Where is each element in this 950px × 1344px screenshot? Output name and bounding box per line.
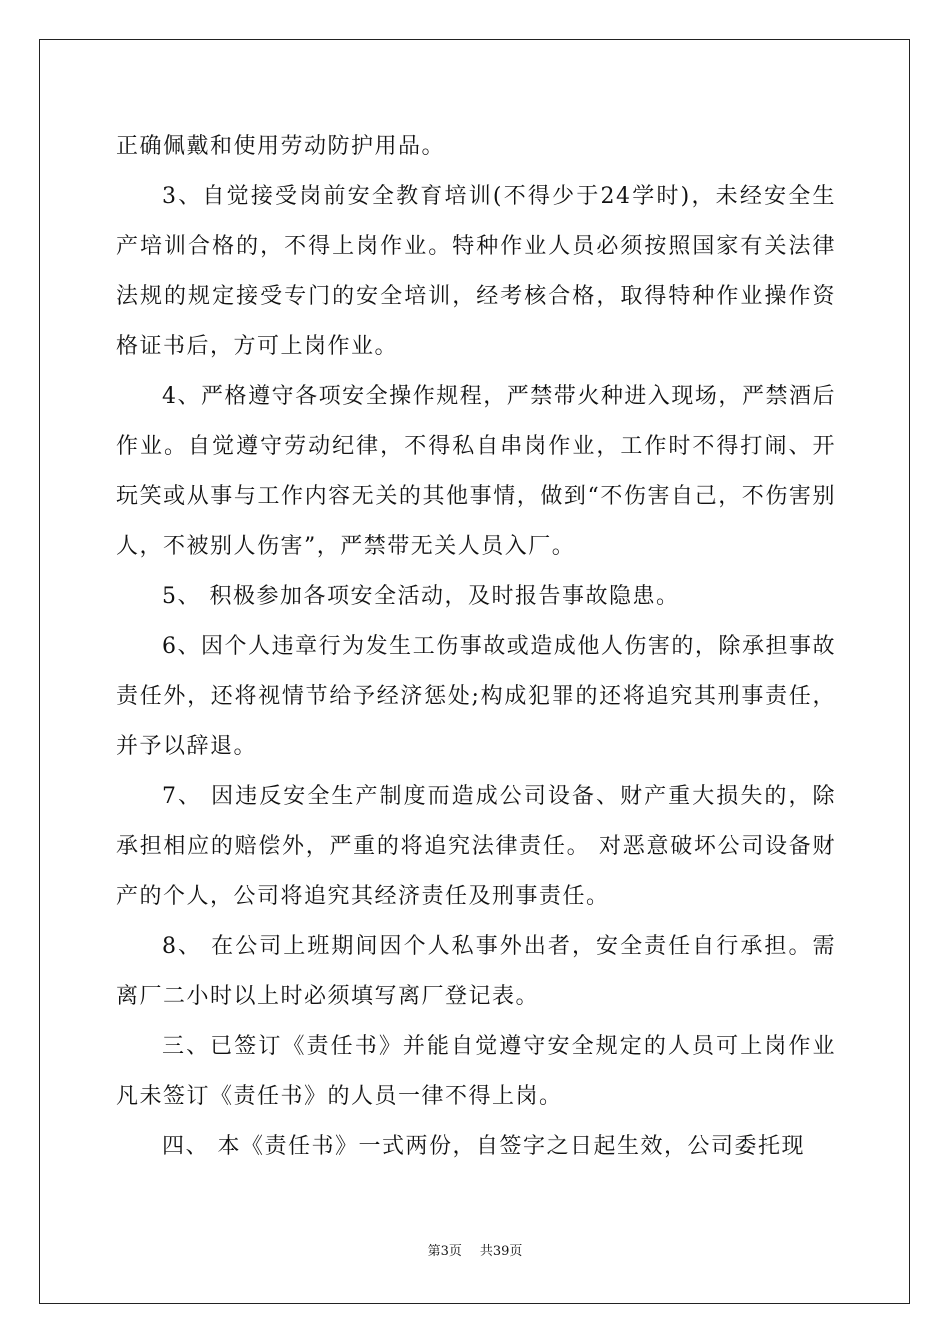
paragraph-section-3: 三、已签订《责任书》并能自觉遵守安全规定的人员可上岗作业凡未签订《责任书》的人员一律不得上岗。 <box>116 1034 836 1109</box>
paragraph-item-7: 7、 因违反安全生产制度而造成公司设备、财产重大损失的，除承担相应的赔偿外，严重的将追究法律责任。 对恶意破坏公司设备财产的个人，公司将追究其经济责任及刑事责任。 <box>116 784 836 909</box>
paragraph-continuation: 正确佩戴和使用劳动防护用品。 <box>116 134 446 159</box>
document-body <box>116 122 836 1172</box>
paragraph-section-4: 四、 本《责任书》一式两份，自签字之日起生效，公司委托现 <box>162 1134 805 1159</box>
paragraph-item-6: 6、因个人违章行为发生工伤事故或造成他人伤害的，除承担事故责任外，还将视情节给予经济惩处;构成犯罪的还将追究其刑事责任，并予以辞退。 <box>116 634 836 759</box>
page-total: 共39页 <box>479 1244 523 1259</box>
page-number: 第3页 <box>427 1244 462 1259</box>
paragraph-item-5: 5、 积极参加各项安全活动，及时报告事故隐患。 <box>162 584 680 609</box>
paragraph-item-8: 8、 在公司上班期间因个人私事外出者，安全责任自行承担。需离厂二小时以上时必须填写离厂登记表。 <box>116 934 836 1009</box>
paragraph-item-4: 4、严格遵守各项安全操作规程，严禁带火种进入现场，严禁酒后作业。自觉遵守劳动纪律，不得私自串岗作业，工作时不得打闹、开玩笑或从事与工作内容无关的其他事情，做到“不伤害自己，不伤害别人，不被别人伤害”，严禁带无关人员入厂。 <box>116 384 836 559</box>
page-footer <box>0 1240 950 1259</box>
paragraph-item-3: 3、自觉接受岗前安全教育培训(不得少于24学时)，未经安全生产培训合格的，不得上岗作业。特种作业人员必须按照国家有关法律法规的规定接受专门的安全培训，经考核合格，取得特种作业操作资格证书后，方可上岗作业。 <box>116 184 836 359</box>
